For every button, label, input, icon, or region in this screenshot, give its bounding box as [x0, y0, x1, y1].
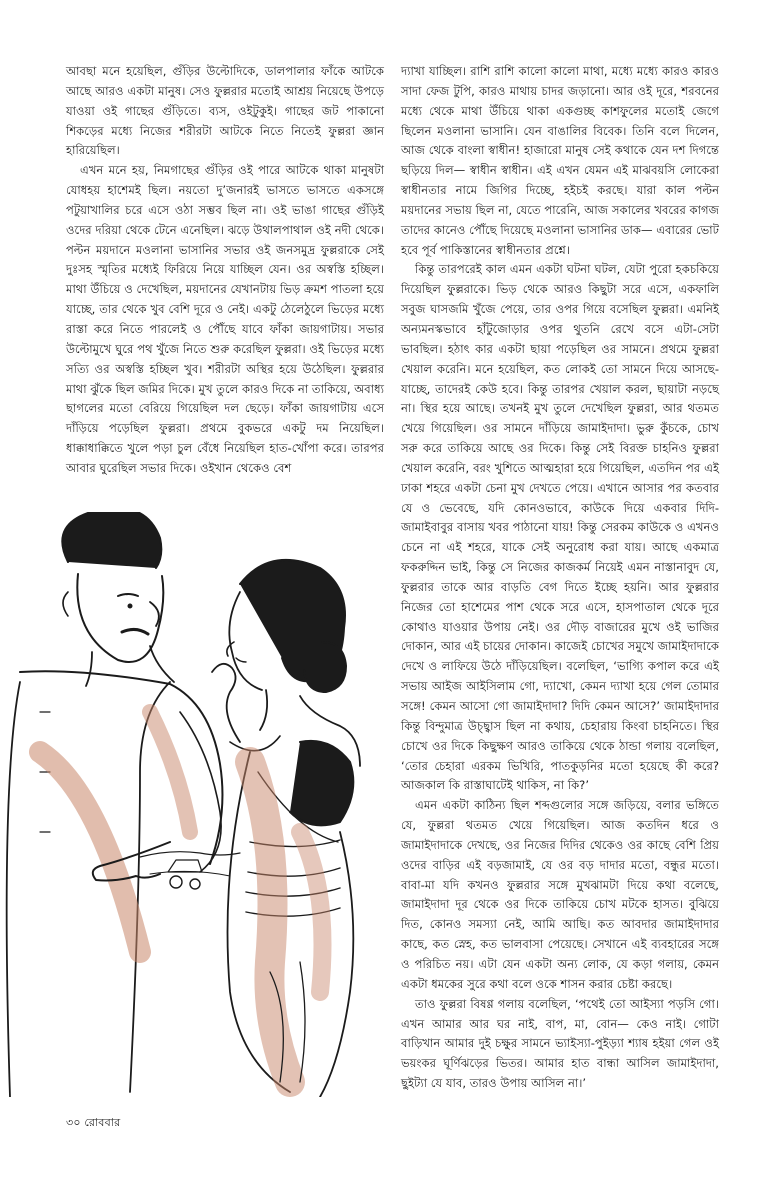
paragraph: এখন মনে হয়, নিমগাছের গুঁড়ির ওই পারে আটকে থাকা মানুষটা যোধহয় হাশেমই ছিল। নয়তো দু’জনারই ভাসতে ভাসতে একসঙ্গে পটুয়াখালির চরে এসে ওঠা সম্ভব ছিল না। ওই ভাঙা গাছের গুঁড়িই ওদের দরিয়া থেকে টেনে এনেছিল। ঝড়ে উথালপাথাল ওই নদী থেকে। পল্টন ময়দানে মওলানা ভাসানির সভার ওই জনসমুদ্র ফুল্লরাকে সেই দুঃসহ স্মৃতির মধ্যেই ফিরিয়ে নিয়ে যাচ্ছিল যেন। ওর অস্বস্তি হচ্ছিল। মাথা উঁচিয়ে ও দেখেছিল, ময়দানের যেখানটায় ভিড় ক্রমশ পাতলা হয়ে যাচ্ছে, তার থেকে খুব বেশি দূরে ও নেই। একটু ঠেলেঠুলে ভিড়ের মধ্যে রাস্তা করে নিতে পারলেই ও পৌঁছে যাবে ফাঁকা জায়গাটায়। সভার উল্টোমুখে ঘুরে পথ খুঁজে নিতে শুরু করেছিল ফুল্লরা। ওই ভিড়ের মধ্যে সত্যি ওর অস্বস্তি হচ্ছিল খুব। শরীরটা অস্থির হয়ে উঠেছিল। ফুল্লরার মাথা ঝুঁকে ছিল জমির দিকে। মুখ তুলে কারও দিকে না তাকিয়ে, অবাধ্য ছাগলের মতো বেরিয়ে গিয়েছিল দল ছেড়ে। ফাঁকা জায়গাটায় এসে দাঁড়িয়ে পড়েছিল ফুল্লরা। প্রথমে বুকভরে একটু দম নিয়েছিল। ধাক্কাধাক্কিতে খুলে পড়া চুল বেঁধে নিয়েছিল হাত-খোঁপা করে। তারপর আবার ঘুরেছিল সভার দিকে। ওইখান থেকেও বেশ — [66, 163, 384, 475]
paragraph: আবছা মনে হয়েছিল, গুঁড়ির উল্টোদিকে, ডালপালার ফাঁকে আটকে আছে আরও একটা মানুষ। সেও ফুল্লরার মতোই আশ্রয় নিয়েছে উপড়ে যাওয়া ওই গাছের গুঁড়িতে। ব্যস, ওইটুকুই। গাছের জট পাকানো শিকড়ের মধ্যে নিজের শরীরটা আটকে নিতে নিতেই ফুল্লরা জ্ঞান হারিয়েছিল। — [66, 64, 384, 158]
woman-figure — [212, 560, 360, 1097]
page-footer: ৩০ রোববার — [66, 1116, 121, 1129]
paragraph: কিন্তু তারপরেই কাল এমন একটা ঘটনা ঘটল, যেটা পুরো হকচকিয়ে দিয়েছিল ফুল্লরাকে। ভিড় থেকে আরও কিছুটা সরে এসে, একফালি সবুজ ঘাসজমি খুঁজে পেয়ে, তার ওপর গিয়ে বসেছিল ফুল্লরা। এমনিই অন্যমনস্কভাবে হাঁটুজোড়ার ওপর থুতনি রেখে বসে এটা-সেটা ভাবছিল। হঠাৎ কার একটা ছায়া পড়েছিল ওর সামনে। প্রথমে ফুল্লরা খেয়াল করেনি। মনে হয়েছিল, কত লোকই তো সামনে দিয়ে আসছে-যাচ্ছে, তাদেরই কেউ হবে। কিন্তু তারপর খেয়াল করল, ছায়াটা নড়ছে না। স্থির হয়ে আছে। তখনই মুখ তুলে দেখেছিল ফুল্লরা, আর থতমত খেয়ে গিয়েছিল। ওর সামনে দাঁড়িয়ে জামাইদাদা। ভুরু কুঁচকে, চোখ সরু করে তাকিয়ে আছে ওর দিকে। কিন্তু সেই বিরক্ত চাহনিও ফুল্লরা খেয়াল করেনি, বরং খুশিতে আত্মহারা হয়ে গিয়েছিল, এতদিন পর এই ঢাকা শহরে একটা চেনা মুখ দেখতে পেয়ে। এখানে আসার পর কতবার যে ও ভেবেছে, যদি কোনওভাবে, কাউকে দিয়ে একবার দিদি-জামাইবাবুর বাসায় খবর পাঠানো যায়! কিন্তু সেরকম কাউকে ও এখনও চেনে না এই শহরে, যাকে সেই অনুরোধ করা যায়। আছে একমাত্র ফকরুদ্দিন ভাই, কিন্তু সে নিজের কাজকর্ম নিয়েই এমন নাস্তানাবুদ যে, ফুল্লরার তাকে আর বাড়তি বেগ দিতে ইচ্ছে হয়নি। আর ফুল্লরার নিজের তো হাশেমের পাশ থেকে সরে এসে, হাসপাতাল থেকে দূরে কোথাও যাওয়ার উপায় নেই। ওর দৌড় বাজারের মুখে ওই ভাজির দোকান, আর এই চায়ের দোকান। কাজেই চোখের সমুখে জামাইদাদাকে দেখে ও লাফিয়ে উঠে দাঁড়িয়েছিল। বলেছিল, ‘ভাগ্যি কপাল করে এই সভায় আইজ আইসিলাম গো, দ্যাখো, কেমন দ্যাখা হয়ে গেল তোমার সঙ্গে! কেমন আসো গো জামাইদাদা? দিদি কেমন আসে?’ জামাইদাদার কিন্তু বিন্দুমাত্র উচ্ছ্বাস ছিল না কথায়, চেহারায় কিংবা চাহনিতে। স্থির চোখে ওর দিকে কিছুক্ষণ আরও তাকিয়ে থেকে ঠান্ডা গলায় বলেছিল, ‘তোর চেহারা এরকম ভিখিরি, পাতকুড়নির মতো হয়েছে কী করে? আজকাল কি রাস্তাঘাটেই থাকিস, না কি?’ — [401, 262, 719, 793]
text-column-right — [401, 62, 719, 1094]
story-illustration — [0, 512, 395, 1097]
paragraph: তাও ফুল্লরা বিষণ্ণ গলায় বলেছিল, ‘পথেই তো আইস্যা পড়সি গো। এখন আমার আর ঘর নাই, বাপ, মা, বোন— কেও নাই। গোটা বাড়িখান আমার দুই চক্ষুর সামনে ভ্যাইস্যা-পুইড়্যা শ্যাষ হইয়া গেল ওই ভয়ংকর ঘূর্ণিঝড়ের ভিতর। আমার হাত বান্ধা আসিল জামাইদাদা, ছুইট্যা যে যাব, তারও উপায় আসিল না।’ — [401, 996, 719, 1091]
text-column-left — [66, 62, 384, 479]
paragraph: দ্যাখা যাচ্ছিল। রাশি রাশি কালো কালো মাথা, মধ্যে মধ্যে কারও কারও সাদা ফেজ টুপি, কারও মাথায় চাদর জড়ানো। আর ওই দূরে, শরবনের মধ্যে থেকে মাথা উঁচিয়ে থাকা একগুচ্ছ কাশফুলের মতোই জেগে ছিলেন মওলানা ভাসানি। যেন বাঙালির বিবেক। তিনি বলে দিলেন, আজ থেকে বাংলা স্বাধীন! হাজারো মানুষ সেই কথাকে যেন দশ দিগন্তে ছড়িয়ে দিল— স্বাধীন স্বাধীন। এই এখন যেমন এই মাঝবয়সি লোকেরা স্বাধীনতার নামে জিগির দিচ্ছে, হইচই করছে। যারা কাল পল্টন ময়দানের সভায় ছিল না, যেতে পারেনি, আজ সকালের খবরের কাগজ তাদের কানেও পৌঁছে দিয়েছে মওলানা ভাসানির ডাক— এবারের ভোট হবে পূর্ব পাকিস্তানের স্বাধীনতার প্রশ্নে। — [401, 64, 719, 257]
man-figure — [7, 512, 223, 1097]
background-scene — [140, 852, 240, 857]
paragraph: এমন একটা কাঠিন্য ছিল শব্দগুলোর সঙ্গে জড়িয়ে, বলার ভঙ্গিতে যে, ফুল্লরা থতমত খেয়ে গিয়েছিল। আজ কতদিন ধরে ও জামাইদাদাকে দেখছে, ওর নিজের দিদির থেকেও ওর কাছে বেশি প্রিয় ওদের বাড়ির এই বড়জামাই, যে ওর বড় দাদার মতো, বন্ধুর মতো। বাবা-মা যদি কখনও ফুল্লরার সঙ্গে মুখঝামটা দিয়ে কথা বলেছে, জামাইদাদা দূর থেকে ওর দিকে তাকিয়ে চোখ মটকে হাসত। বুঝিয়ে দিত, কোনও সমস্যা নেই, আমি আছি। কত আবদার জামাইদাদার কাছে, কত স্নেহ, কত ভালবাসা পেয়েছে। সেখানে এই ব্যবহারের সঙ্গে ও পরিচিত নয়। এটা যেন একটা অন্য লোক, যে কড়া গলায়, কেমন একটা ধমকের সুরে কথা বলে ওকে শাসন করার চেষ্টা করছে। — [401, 798, 719, 991]
